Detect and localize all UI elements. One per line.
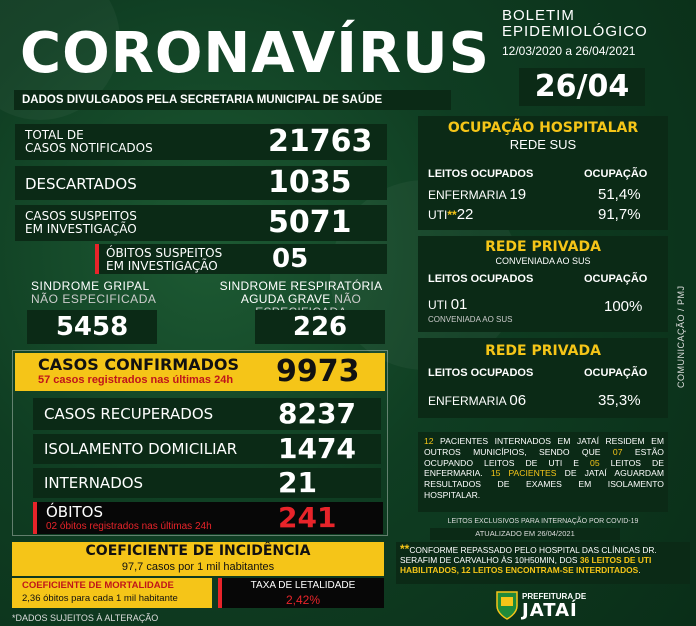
obitos-suspeitos-value: 05 [272, 244, 309, 274]
notes-star: ** [400, 542, 410, 556]
notes-p1-e: 05 [590, 457, 600, 468]
sg-value: 5458 [55, 312, 129, 342]
notes-p2-c: . [638, 565, 641, 575]
notes-p1-f: LEITOS DE ENFERMARIA. [424, 457, 664, 479]
notes-p2-a: CONFORME REPASSADO PELO HOSPITAL DAS CLÍNICAS DR. SERAFIM DE CARVALHO ÀS 10H50MIN, DOS [400, 545, 657, 565]
recuperados-label: CASOS RECUPERADOS [44, 405, 214, 423]
suspeitos-value: 5071 [268, 205, 352, 240]
privada1-row-label: UTI [428, 298, 448, 312]
footnote: *DADOS SUJEITOS À ALTERAÇÃO [12, 613, 159, 623]
notes-p1-d: ESTÃO OCUPANDO LEITOS DE UTI E [424, 446, 664, 468]
recuperados-value: 8237 [278, 397, 356, 430]
privada2-row-label: ENFERMARIA [428, 394, 507, 408]
suspeitos-label-1: CASOS SUSPEITOS [25, 209, 137, 223]
notificados-label-2: CASOS NOTIFICADOS [25, 141, 153, 155]
srag-label-1: SINDROME RESPIRATÓRIA [219, 279, 383, 293]
suspeitos-label-2: EM INVESTIGAÇÃO [25, 222, 137, 236]
prefeitura-logo [496, 588, 646, 622]
sus-row2-mark: ** [447, 208, 457, 222]
privada1-row-value: 01 [450, 296, 468, 313]
obitos-suspeitos-label-1: ÓBITOS SUSPEITOS [106, 246, 223, 260]
date-value: 26/04 [534, 69, 630, 104]
notificados-value: 21763 [268, 124, 373, 159]
sus-col1: LEITOS OCUPADOS [428, 168, 534, 180]
isolamento-value: 1474 [278, 432, 356, 465]
privada2-row-value: 06 [509, 392, 527, 409]
obitos-value: 241 [278, 501, 337, 534]
logo-line1: PREFEITURA DE [522, 592, 587, 601]
internados-value: 21 [278, 466, 317, 499]
sus-subtitle: REDE SUS [509, 137, 577, 152]
sg-label-1: SINDROME GRIPAL [31, 279, 150, 293]
confirmados-value: 9973 [276, 354, 360, 389]
privada1-col2: OCUPAÇÃO [584, 273, 648, 285]
boletim-period: 12/03/2020 a 26/04/2021 [502, 44, 636, 58]
boletim-line2: EPIDEMIOLÓGICO [502, 23, 648, 40]
confirmados-sub: 57 casos registrados nas últimas 24h [38, 374, 234, 386]
descartados-value: 1035 [268, 165, 352, 200]
privada1-row-note: CONVENIADA AO SUS [428, 315, 513, 324]
privada2-title: REDE PRIVADA [485, 343, 601, 359]
logo-line2: JATAÍ [522, 600, 578, 621]
sus-row2-label: UTI [428, 208, 448, 222]
privada1-subtitle: CONVENIADA AO SUS [495, 256, 591, 266]
privada1-title: REDE PRIVADA [485, 239, 601, 255]
page-subtitle: DADOS DIVULGADOS PELA SECRETARIA MUNICIPAL DE SAÚDE [14, 90, 451, 110]
notes-p1-h: DE JATAÍ AGUARDAM RESULTADOS DE EXAMES EM ISOLAMENTO HOSPITALAR. [424, 468, 664, 500]
notificados-label [25, 129, 153, 155]
privada1-row-pct: 100% [604, 298, 643, 315]
sg-label-2: NÃO ESPECIFICADA [31, 292, 157, 306]
sus-title: OCUPAÇÃO HOSPITALAR [447, 120, 639, 136]
notes2-paragraph [400, 544, 688, 575]
sus-col2: OCUPAÇÃO [584, 168, 648, 180]
side-credit: COMUNICAÇÃO / PMJ [676, 285, 686, 388]
notes-p1-b: PACIENTES INTERNADOS EM JATAÍ RESIDEM EM OUTROS MUNICÍPIOS, SENDO QUE [424, 436, 664, 457]
srag-label-2b: NÃO [334, 292, 362, 306]
incidencia-sub: 97,7 casos por 1 mil habitantes [121, 561, 275, 573]
page-title: CORONAVÍRUS [20, 21, 490, 86]
sus-row1-pct: 51,4% [598, 186, 641, 203]
srag-value: 226 [292, 312, 348, 342]
boletim-line1: BOLETIM [502, 7, 575, 24]
shield-icon [496, 590, 518, 620]
notes-p1-c: 07 [612, 446, 623, 457]
boletim-title [502, 8, 648, 40]
letalidade-label: TAXA DE LETALIDADE [250, 580, 356, 591]
privada2-col1: LEITOS OCUPADOS [428, 367, 534, 379]
privada2-row-pct: 35,3% [598, 392, 641, 409]
notes-p1-g: 15 PACIENTES [490, 468, 557, 479]
letalidade-value: 2,42% [285, 593, 321, 607]
sus-row1-label: ENFERMARIA [428, 188, 507, 202]
notes-p1-a: 12 [424, 436, 434, 446]
obitos-suspeitos-label [106, 247, 222, 273]
mortalidade-label: COEFICIENTE DE MORTALIDADE [22, 580, 174, 591]
suspeitos-label [25, 210, 137, 236]
notes-paragraph [424, 436, 664, 501]
notes-atualizado: ATUALIZADO EM 26/04/2021 [475, 529, 575, 538]
sus-row2-pct: 91,7% [598, 206, 641, 223]
obitos-suspeitos-label-2: EM INVESTIGAÇÃO [106, 259, 218, 273]
obitos-sub: 02 óbitos registrados nas últimas 24h [46, 521, 212, 532]
sg-label [31, 280, 156, 306]
isolamento-label: ISOLAMENTO DOMICILIAR [44, 440, 238, 458]
incidencia-label: COEFICIENTE DE INCIDÊNCIA [85, 543, 311, 559]
obitos-label: ÓBITOS [46, 503, 104, 521]
sus-row2 [428, 206, 473, 223]
srag-label-2a: AGUDA GRAVE [240, 292, 331, 306]
sus-row1-value: 19 [509, 186, 527, 203]
descartados-label: DESCARTADOS [25, 175, 137, 193]
notes-exclusivos: LEITOS EXCLUSIVOS PARA INTERNAÇÃO POR COVID-19 [447, 518, 639, 525]
notes-p2-b: 36 LEITOS DE UTI HABILITADOS, 12 LEITOS ENCONTRAM-SE INTERDITADOS [400, 555, 652, 575]
internados-label: INTERNADOS [44, 474, 144, 492]
mortalidade-sub: 2,36 óbitos para cada 1 mil habitante [22, 593, 178, 604]
notificados-label-1: TOTAL DE [25, 128, 84, 142]
privada2-row [428, 392, 526, 409]
sus-row1 [428, 186, 526, 203]
confirmados-label: CASOS CONFIRMADOS [38, 355, 239, 374]
privada1-col1: LEITOS OCUPADOS [428, 273, 534, 285]
privada2-col2: OCUPAÇÃO [584, 367, 648, 379]
privada1-row [428, 296, 467, 313]
sus-row2-value: 22 [456, 206, 474, 223]
